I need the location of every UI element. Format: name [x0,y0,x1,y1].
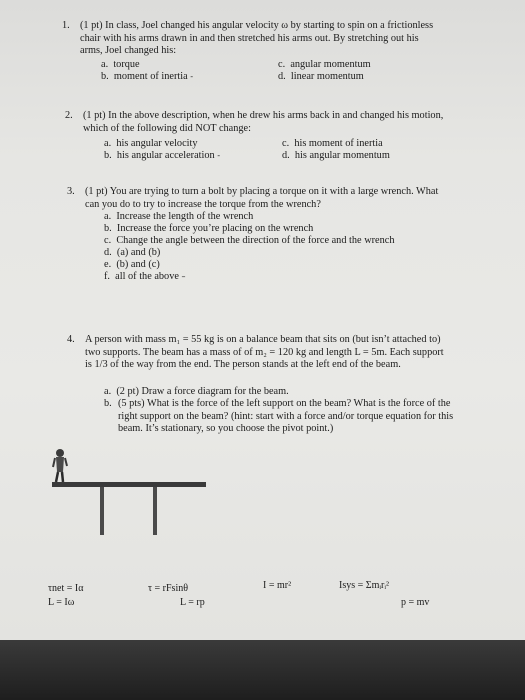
option-text: angular momentum [290,59,371,70]
option-1c [278,59,371,72]
option-1b [101,71,193,84]
option-label: c. [282,138,290,149]
option-text: Increase the length of the wrench [116,211,254,222]
right-support [153,487,157,535]
option-3e [104,259,160,272]
option-label: e. [104,259,112,270]
question-text-line: (1 pt) In the above description, when he drew his arms back in and changed his motion, [83,110,444,121]
option-label: a. [104,138,112,149]
option-text: Change the angle between the direction of the force and the wrench [116,235,395,246]
question-text-line: can you do to try to increase the torque from the wrench? [85,198,321,210]
formula-net-torque: τnet = Iα [48,583,84,594]
option-2a [104,138,198,151]
option-label: d. [104,247,112,258]
pencil-mark: - [217,151,221,160]
option-text: moment of inertia [113,71,188,82]
option-text: his angular acceleration [116,150,215,161]
person-figure [53,449,67,482]
balance-beam-diagram [0,440,525,560]
question-text-line: (1 pt) You are trying to turn a bolt by placing a torque on it with a large wrench. What [85,186,439,197]
question-text-line: is 1/3 of the way from the end. The person stands at the left end of the beam. [85,359,401,371]
option-3d [104,247,160,260]
question-text-line: (1 pt) In class, Joel changed his angular velocity ω by starting to spin on a frictionless [80,20,434,31]
part-4b [104,398,453,436]
option-label: c. [104,235,112,246]
question-1 [62,20,482,58]
question-2 [65,110,485,135]
question-text-line: arms, Joel changed his: [80,45,177,57]
part-text-line: (5 pts) What is the force of the left support on the beam? What is the force of the [118,398,451,409]
option-label: b. [104,150,112,161]
table-surface [0,640,525,700]
option-label: b. [101,71,109,82]
question-text-line: two supports. The beam has a mass of of m₂ = 120 kg and length L = 5m. Each support [85,346,444,358]
left-support [100,487,104,535]
option-text: his moment of inertia [294,138,383,149]
option-3f [104,271,186,284]
option-label: a. [101,59,109,70]
option-label: a. [104,211,112,222]
formula-angular-momentum-rp: L = rp [180,597,205,608]
question-text-line: chair with his arms drawn in and then stretched his arms out. By stretching out his [80,32,419,44]
question-text-line: which of the following did NOT change: [83,122,251,134]
option-text: his angular momentum [294,150,390,161]
option-3c [104,235,395,248]
beam [52,482,206,487]
pencil-mark: - [190,72,194,81]
part-label: a. [104,386,112,397]
option-3a [104,211,253,224]
question-3 [67,186,487,211]
option-text: torque [113,59,140,70]
question-number: 2. [65,110,73,121]
formula-system-inertia: Isys = Σmᵢrᵢ² [339,580,389,591]
option-3b [104,223,313,236]
formula-moment-of-inertia: I = mr² [263,580,292,591]
option-2b [104,150,220,163]
question-number: 3. [67,186,75,197]
option-text: (b) and (c) [116,259,160,270]
part-label: b. [104,398,112,409]
formula-angular-momentum: L = Iω [48,597,75,608]
part-text: (2 pt) Draw a force diagram for the beam. [116,386,289,397]
option-text: (a) and (b) [116,247,161,258]
option-1d [278,71,364,84]
option-label: f. [104,271,111,282]
option-label: d. [278,71,286,82]
option-1a [101,59,140,72]
option-text: his angular velocity [116,138,198,149]
question-number: 1. [62,20,70,31]
option-label: c. [278,59,286,70]
formula-torque: τ = rFsinθ [148,583,189,594]
question-number: 4. [67,334,75,345]
question-4 [67,334,487,372]
question-text-line: A person with mass m₁ = 55 kg is on a balance beam that sits on (but isn’t attached to) [85,334,441,345]
option-label: b. [104,223,112,234]
formula-linear-momentum: p = mv [401,597,430,608]
option-text: linear momentum [290,71,364,82]
option-2c [282,138,383,151]
option-text: Increase the force you’re placing on the wrench [116,223,314,234]
part-4a [104,386,289,399]
option-2d [282,150,390,163]
part-text-line: right support on the beam? (hint: start with a force and/or torque equation for this [118,410,454,422]
pencil-mark: – [181,272,186,281]
option-label: d. [282,150,290,161]
part-text-line: beam. It’s stationary, so you choose the pivot point.) [118,423,334,435]
option-text: all of the above [115,271,179,282]
